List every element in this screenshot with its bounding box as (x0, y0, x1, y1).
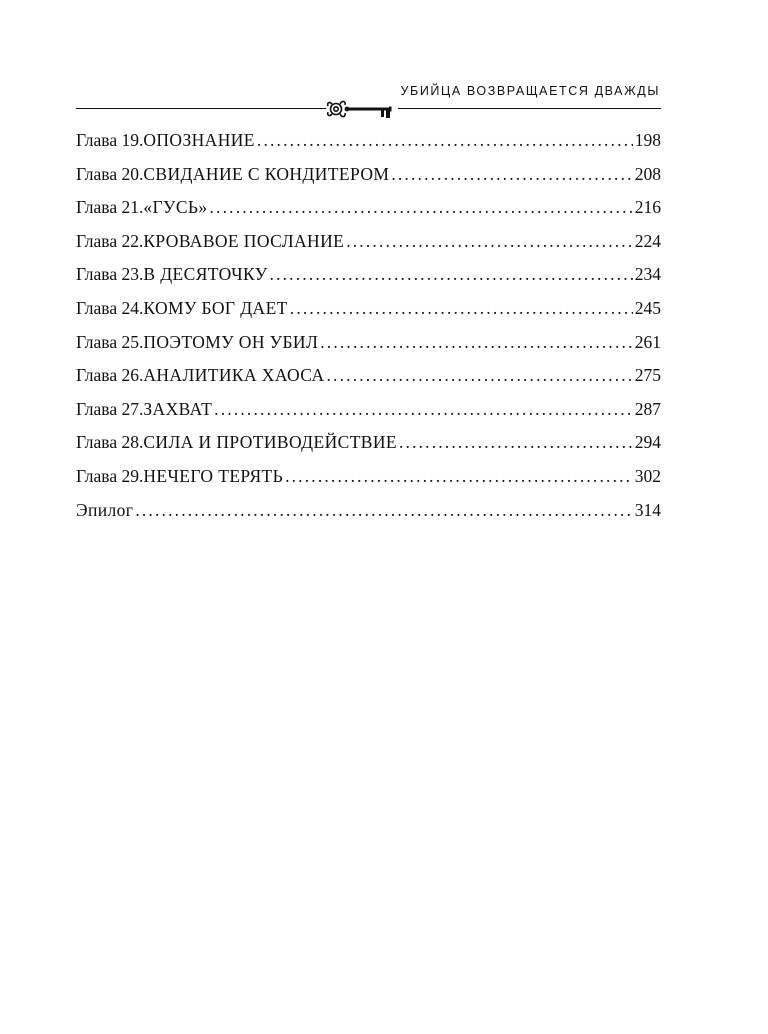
toc-entry (76, 500, 661, 534)
toc-page-number: 224 (634, 230, 661, 251)
toc-chapter-title: АНАЛИТИКА ХАОСА (143, 365, 325, 386)
toc-chapter-title: СВИДАНИЕ С КОНДИТЕРОМ (143, 163, 390, 184)
toc-page-number: 208 (634, 163, 661, 184)
toc-chapter-label: Глава 25. (76, 331, 144, 352)
toc-chapter-label: Глава 26. (76, 365, 144, 386)
toc-leader-dots (399, 432, 633, 453)
toc-page-number: 302 (634, 465, 661, 486)
toc-chapter-title: КРОВАВОЕ ПОСЛАНИЕ (143, 230, 345, 251)
toc-page-number: 314 (634, 499, 661, 520)
toc-leader-dots (327, 365, 633, 386)
toc-chapter-title: ОПОЗНАНИЕ (143, 130, 255, 150)
toc-leader-dots (320, 332, 633, 353)
toc-leader-dots (290, 298, 633, 319)
toc-leader-dots (257, 130, 633, 151)
toc-chapter-label: Глава 23. (76, 264, 144, 285)
toc-page-number: 294 (634, 432, 661, 453)
toc-leader-dots (270, 264, 633, 285)
toc-entry (76, 164, 661, 198)
toc-page-number: 216 (634, 197, 661, 218)
toc-page-number: 234 (634, 264, 661, 285)
toc-leader-dots (214, 399, 633, 420)
toc-chapter-title: «ГУСЬ» (143, 197, 208, 218)
toc-chapter-title: ПОЭТОМУ ОН УБИЛ (143, 331, 319, 352)
toc-entry (76, 332, 661, 366)
toc-chapter-label: Глава 29. (76, 465, 144, 486)
toc-chapter-label: Глава 19. (76, 130, 144, 150)
toc-leader-dots (285, 466, 633, 487)
toc-entry (76, 231, 661, 265)
table-of-contents (76, 130, 661, 533)
toc-page-number: 275 (634, 365, 661, 386)
toc-entry (76, 399, 661, 433)
toc-entry (76, 298, 661, 332)
toc-entry (76, 130, 661, 164)
toc-page-number: 287 (634, 398, 661, 419)
toc-entry (76, 264, 661, 298)
toc-chapter-title: СИЛА И ПРОТИВОДЕЙСТВИЕ (143, 432, 397, 453)
toc-chapter-title: ЗАХВАТ (143, 398, 213, 419)
toc-entry (76, 197, 661, 231)
running-head-title: УБИЙЦА ВОЗВРАЩАЕТСЯ ДВАЖДЫ (400, 84, 660, 98)
toc-chapter-label: Глава 21. (76, 197, 144, 218)
toc-page-number: 198 (634, 130, 661, 150)
key-icon (326, 97, 398, 121)
toc-chapter-title: В ДЕСЯТОЧКУ (143, 264, 268, 285)
toc-entry (76, 466, 661, 500)
toc-chapter-title: КОМУ БОГ ДАЕТ (143, 297, 288, 318)
toc-chapter-label: Глава 22. (76, 230, 144, 251)
toc-chapter-label: Глава 20. (76, 163, 144, 184)
toc-chapter-label: Глава 27. (76, 398, 144, 419)
toc-leader-dots (391, 164, 632, 185)
toc-epilogue-title: Эпилог (76, 499, 134, 520)
toc-entry (76, 432, 661, 466)
toc-leader-dots (346, 231, 633, 252)
toc-chapter-title: НЕЧЕГО ТЕРЯТЬ (143, 465, 284, 486)
toc-entry (76, 365, 661, 399)
toc-leader-dots (135, 500, 632, 521)
toc-chapter-label: Глава 28. (76, 432, 144, 453)
toc-chapter-label: Глава 24. (76, 297, 144, 318)
toc-leader-dots (210, 197, 633, 218)
toc-page-number: 245 (634, 297, 661, 318)
toc-page-number: 261 (634, 331, 661, 352)
